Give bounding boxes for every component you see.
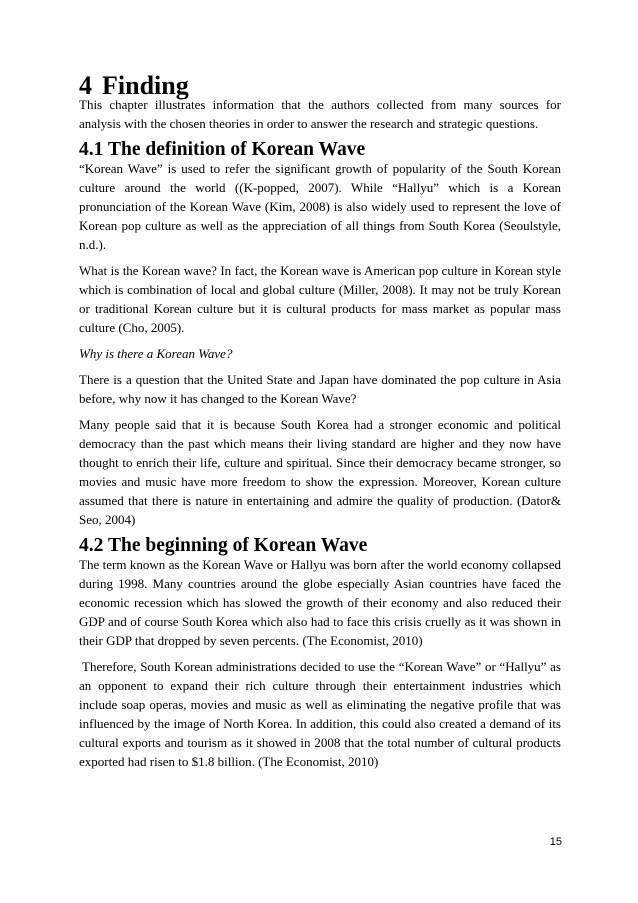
section-title: Finding — [102, 71, 189, 100]
subheading-why-korean-wave: Why is there a Korean Wave? — [79, 346, 233, 361]
section-title: The beginning of Korean Wave — [108, 535, 368, 556]
page-number: 15 — [549, 836, 562, 848]
section-heading-finding — [79, 71, 561, 100]
definition-paragraph-3: There is a question that the United State and Japan have dominated the pop culture in Asia before, why now it has changed to the Korean Wave? — [79, 372, 561, 406]
definition-paragraph-1: “Korean Wave” is used to refer the significant growth of popularity of the South Korean culture around the world ((K-popped, 2007). While “Hallyu” which is a Korean pronunciation of the Korean Wave (Kim, 2008) is also widely used to represent the love of Korean pop culture as well as the appreciation of all things from South Korea (Seoulstyle, n.d.). — [79, 161, 561, 252]
finding-intro-paragraph: This chapter illustrates information that the authors collected from many sources for analysis with the chosen theories in order to answer the research and strategic questions. — [79, 97, 561, 131]
page-body — [79, 71, 561, 771]
beginning-paragraph-1: The term known as the Korean Wave or Hallyu was born after the world economy collapsed during 1998. Many countries around the globe especially Asian countries have faced the economic recession which has slowed the growth of their economy and also reduced their GDP and of course South Korea which also had to face this crisis cruelly as it was shown in their GDP that dropped by seven percents. (The Economist, 2010) — [79, 557, 561, 648]
section-title: The definition of Korean Wave — [108, 139, 366, 160]
definition-paragraph-4: Many people said that it is because South Korea had a stronger economic and political democracy than the past which means their living standard are higher and they now have thought to enrich their life, culture and spiritual. Since their democracy became stronger, so movies and music have more freedom to show the expression. Moreover, Korean culture assumed that there is nature in entertaining and admire the quality of production. (Dator& Seo, 2004) — [79, 417, 561, 527]
section-number: 4 — [79, 71, 92, 100]
beginning-paragraph-2: Therefore, South Korean administrations decided to use the “Korean Wave” or “Hallyu” as an opponent to expand their rich culture through their entertainment industries which include soap operas, movies and music as well as eliminating the negative profile that was influenced by the image of North Korea. In addition, this could also created a demand of its cultural exports and tourism as it showed in 2008 that the total number of cultural products exported had risen to $1.8 billion. (The Economist, 2010) — [79, 659, 561, 769]
section-heading-definition — [79, 140, 561, 159]
section-heading-beginning — [79, 536, 561, 555]
section-number: 4.1 — [79, 139, 104, 160]
definition-paragraph-2: What is the Korean wave? In fact, the Korean wave is American pop culture in Korean style which is combination of local and global culture (Miller, 2008). It may not be truly Korean or traditional Korean culture but it is cultural products for mass market as popular mass culture (Cho, 2005). — [79, 263, 561, 335]
section-number: 4.2 — [79, 535, 104, 556]
